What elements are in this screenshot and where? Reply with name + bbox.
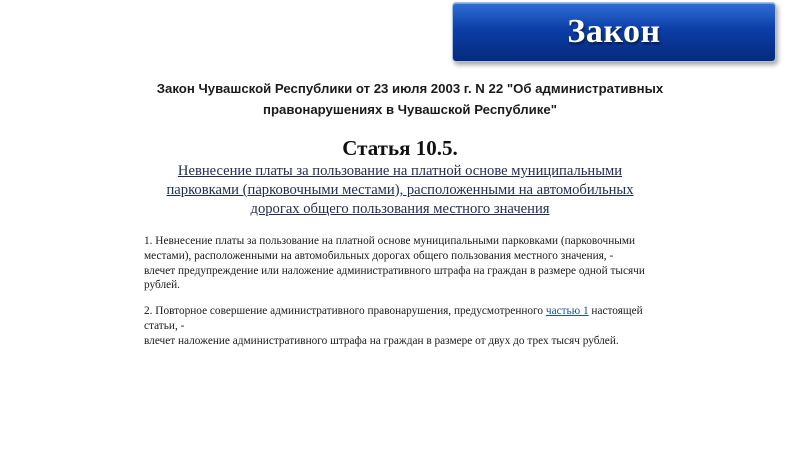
- article-title: Статья 10.5.: [342, 136, 458, 160]
- article-subtitle-line-1: Невнесение платы за пользование на платной основе муниципальными: [177, 163, 623, 179]
- law-heading-line-1: Закон Чувашской Республики от 23 июля 2003 г. N 22 "Об административных: [156, 81, 664, 96]
- paragraph-2-line-2: статьи, -: [144, 319, 185, 332]
- article-subtitle-line-3: дорогах общего пользования местного значения: [250, 201, 550, 217]
- paragraph-2-text-before-link: 2. Повторное совершение административного правонарушения, предусмотренного: [144, 305, 546, 317]
- part-1-link[interactable]: частью 1: [545, 305, 589, 317]
- paragraph-1-line-4: рублей.: [144, 279, 180, 292]
- article-subtitle-line-2: парковками (парковочными местами), расположенными на автомобильных: [166, 182, 634, 198]
- law-heading-line-2: правонарушениях в Чувашской Республике": [263, 102, 557, 117]
- paragraph-1-line-2: местами), расположенными на автомобильных дорогах общего пользования местного значения, -: [144, 249, 614, 262]
- law-heading: [100, 78, 720, 120]
- paragraph-1: [144, 234, 674, 293]
- banner-title: Закон: [567, 13, 661, 50]
- paragraph-2-text-after-link: настоящей: [588, 305, 643, 317]
- paragraph-1-line-3: влечет предупреждение или наложение административного штрафа на граждан в размере одной тысячи: [144, 264, 645, 277]
- paragraph-1-line-1: 1. Невнесение платы за пользование на платной основе муниципальными парковками (парковочными: [144, 235, 636, 247]
- title-banner: [452, 2, 776, 62]
- paragraph-2-line-1: [144, 304, 674, 319]
- paragraph-2: [144, 304, 674, 348]
- article-subtitle: [140, 162, 660, 219]
- paragraph-2-line-3: влечет наложение административного штрафа на граждан в размере от двух до трех тысяч рублей.: [144, 334, 619, 347]
